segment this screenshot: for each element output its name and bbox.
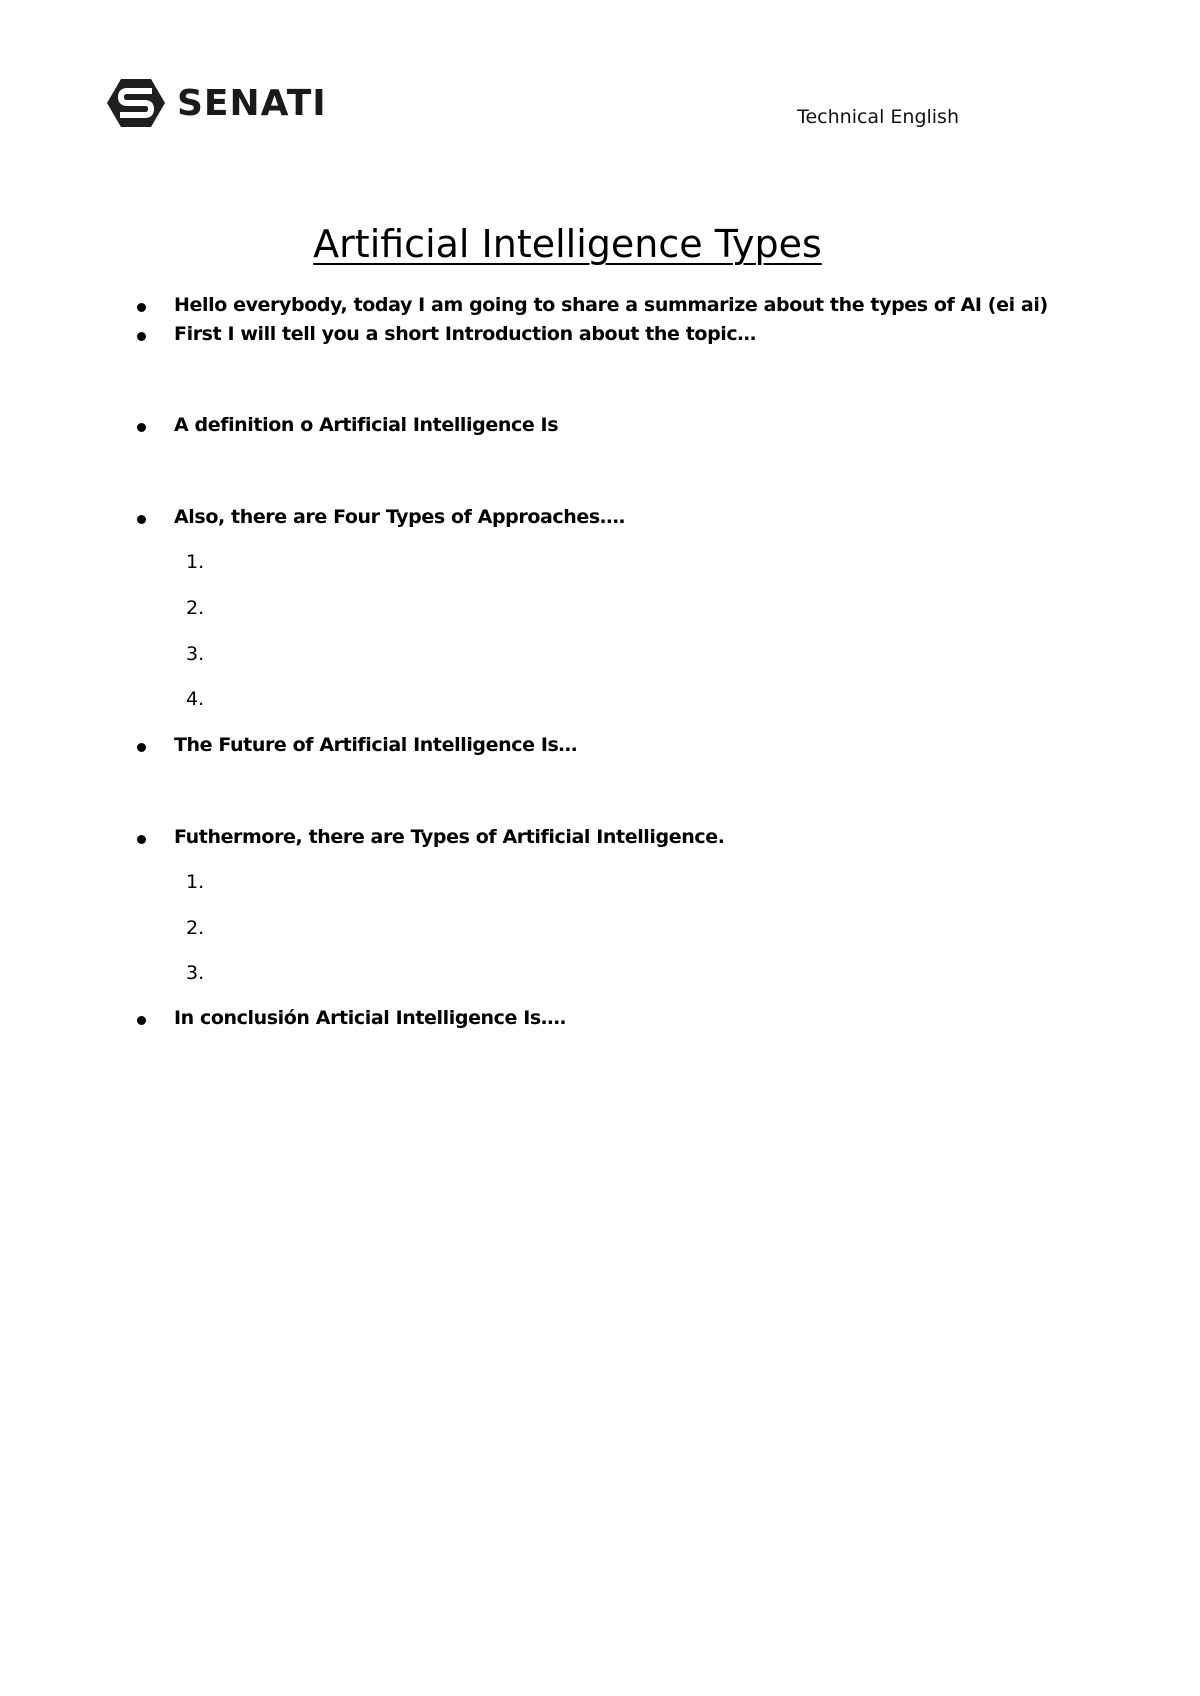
approach-number: 1. bbox=[186, 551, 205, 573]
list-item-definition: A definition o Artificial Intelligence Is bbox=[174, 414, 559, 436]
list-item-conclusion: In conclusión Articial Intelligence Is…. bbox=[174, 1007, 567, 1029]
document-title: Artificial Intelligence Types bbox=[313, 222, 822, 266]
list-item-future: The Future of Artificial Intelligence Is… bbox=[174, 734, 577, 756]
bullet-dot bbox=[137, 1016, 146, 1025]
list-item-approaches: Also, there are Four Types of Approaches…. bbox=[174, 506, 626, 528]
list-item-types: Futhermore, there are Types of Artificial Intelligence. bbox=[174, 826, 725, 848]
bullet-dot bbox=[137, 515, 146, 524]
course-label: Technical English bbox=[797, 106, 959, 128]
list-item-introduction: First I will tell you a short Introduction about the topic… bbox=[174, 323, 756, 345]
type-number: 2. bbox=[186, 917, 205, 939]
approach-number: 2. bbox=[186, 597, 205, 619]
approach-number: 3. bbox=[186, 643, 205, 665]
logo-text: SENATI bbox=[177, 82, 327, 124]
type-number: 3. bbox=[186, 962, 205, 984]
approach-number: 4. bbox=[186, 688, 205, 710]
bullet-dot bbox=[137, 332, 146, 341]
bullet-dot bbox=[137, 743, 146, 752]
type-number: 1. bbox=[186, 871, 205, 893]
senati-logo bbox=[105, 74, 327, 132]
bullet-dot bbox=[137, 423, 146, 432]
bullet-dot bbox=[137, 835, 146, 844]
bullet-dot bbox=[137, 303, 146, 312]
list-item-intro-greeting: Hello everybody, today I am going to share a summarize about the types of AI (ei ai) bbox=[174, 294, 1048, 316]
senati-logo-icon bbox=[105, 77, 167, 129]
